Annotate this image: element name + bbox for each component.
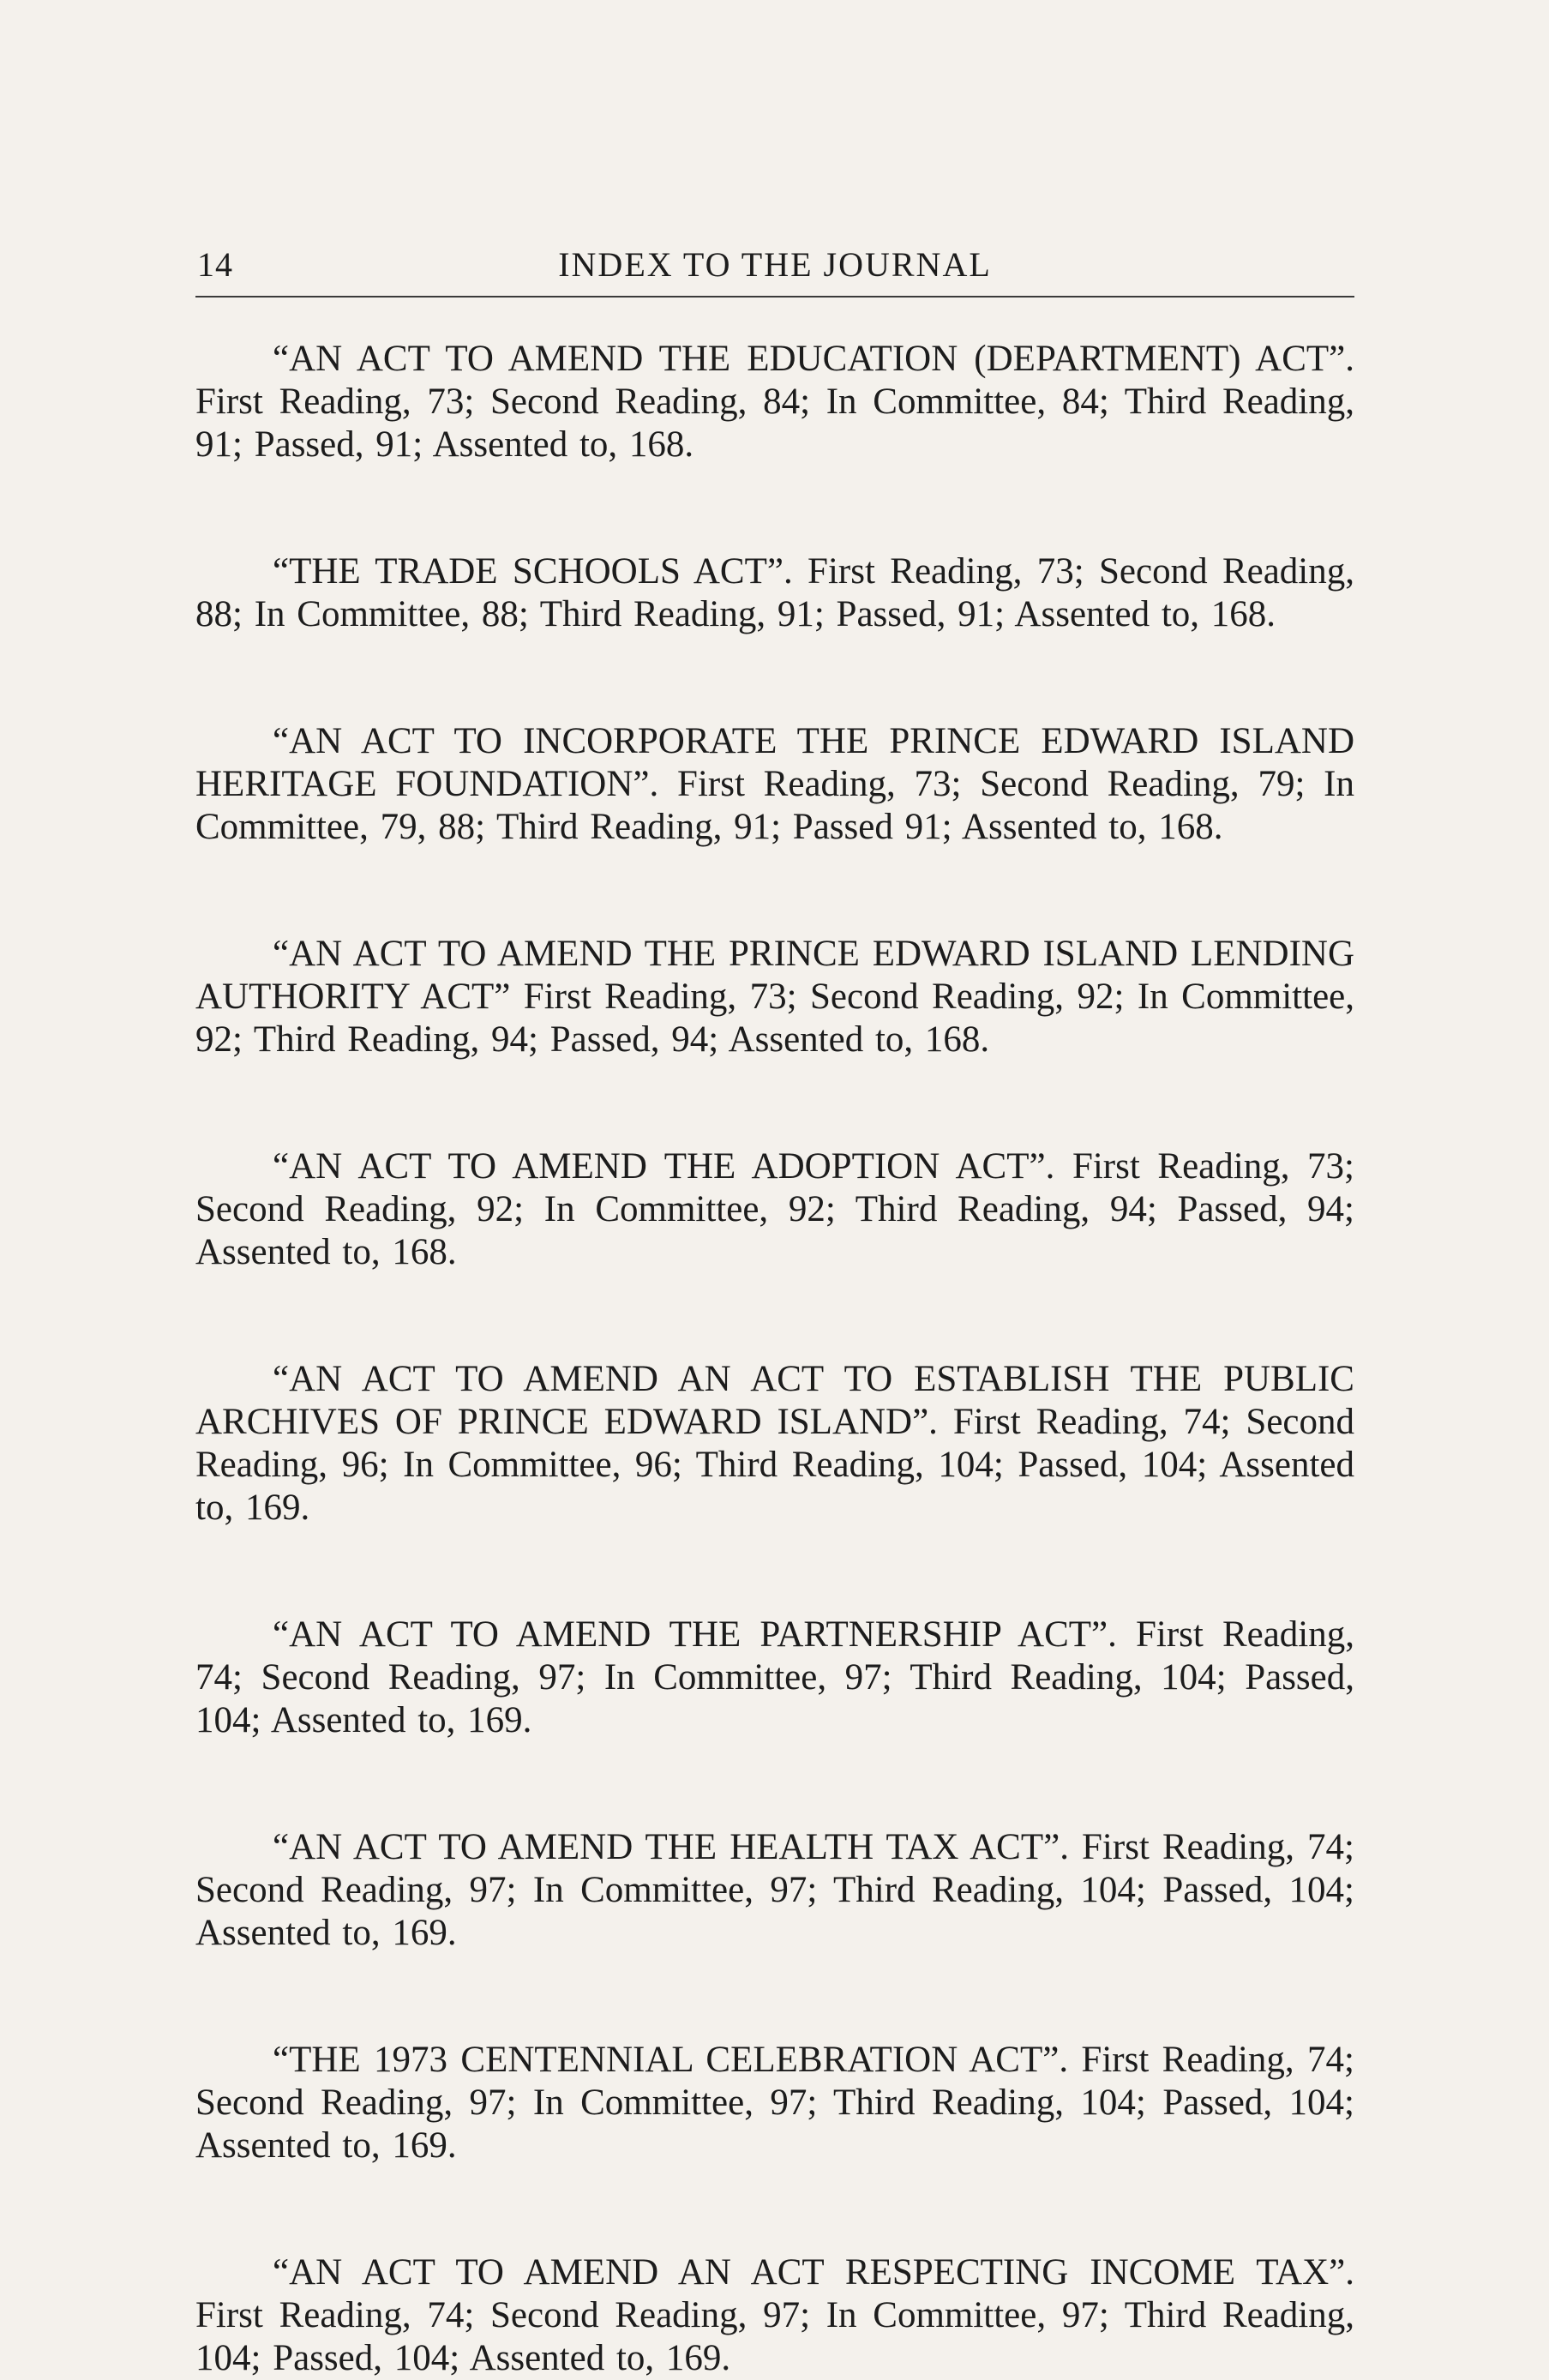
index-entry: “AN ACT TO AMEND THE HEALTH TAX ACT”. First Reading, 74; Second Reading, 97; In Committee, 97; Third Reading, 104; Passed, 104; Assented to, 169. <box>195 1827 1354 1953</box>
index-entry: “AN ACT TO AMEND AN ACT TO ESTABLISH THE PUBLIC ARCHIVES OF PRINCE EDWARD ISLAND”. First Reading, 74; Second Reading, 96; In Committee, 96; Third Reading, 104; Passed, 104; Assented to, 169. <box>195 1359 1354 1528</box>
index-entry: “AN ACT TO AMEND THE ADOPTION ACT”. First Reading, 73; Second Reading, 92; In Committee, 92; Third Reading, 94; Passed, 94; Assented to, 168. <box>195 1146 1354 1272</box>
index-entry: “AN ACT TO INCORPORATE THE PRINCE EDWARD ISLAND HERITAGE FOUNDATION”. First Reading, 73; Second Reading, 79; In Committee, 79, 88; Third Reading, 91; Passed 91; Assented to, 168. <box>195 721 1354 847</box>
page-header <box>195 244 1354 298</box>
index-entry: “AN ACT TO AMEND AN ACT RESPECTING INCOME TAX”. First Reading, 74; Second Reading, 97; In Committee, 97; Third Reading, 104; Passed, 104; Assented to, 169. <box>195 2252 1354 2378</box>
index-entry: “AN ACT TO AMEND THE PARTNERSHIP ACT”. First Reading, 74; Second Reading, 97; In Committee, 97; Third Reading, 104; Passed, 104; Assented to, 169. <box>195 1614 1354 1740</box>
page-number: 14 <box>197 245 233 284</box>
index-entry: “THE 1973 CENTENNIAL CELEBRATION ACT”. First Reading, 74; Second Reading, 97; In Committee, 97; Third Reading, 104; Passed, 104; Assented to, 169. <box>195 2040 1354 2166</box>
index-entry: “AN ACT TO AMEND THE PRINCE EDWARD ISLAND LENDING AUTHORITY ACT” First Reading, 73; Second Reading, 92; In Committee, 92; Third Reading, 94; Passed, 94; Assented to, 168. <box>195 934 1354 1060</box>
index-entries <box>195 338 1354 2380</box>
index-entry: “AN ACT TO AMEND THE EDUCATION (DEPARTMENT) ACT”. First Reading, 73; Second Reading, 84; In Committee, 84; Third Reading, 91; Passed, 91; Assented to, 168. <box>195 339 1354 465</box>
running-title: INDEX TO THE JOURNAL <box>558 245 992 284</box>
index-entry: “THE TRADE SCHOOLS ACT”. First Reading, 73; Second Reading, 88; In Committee, 88; Third Reading, 91; Passed, 91; Assented to, 168. <box>195 551 1354 634</box>
